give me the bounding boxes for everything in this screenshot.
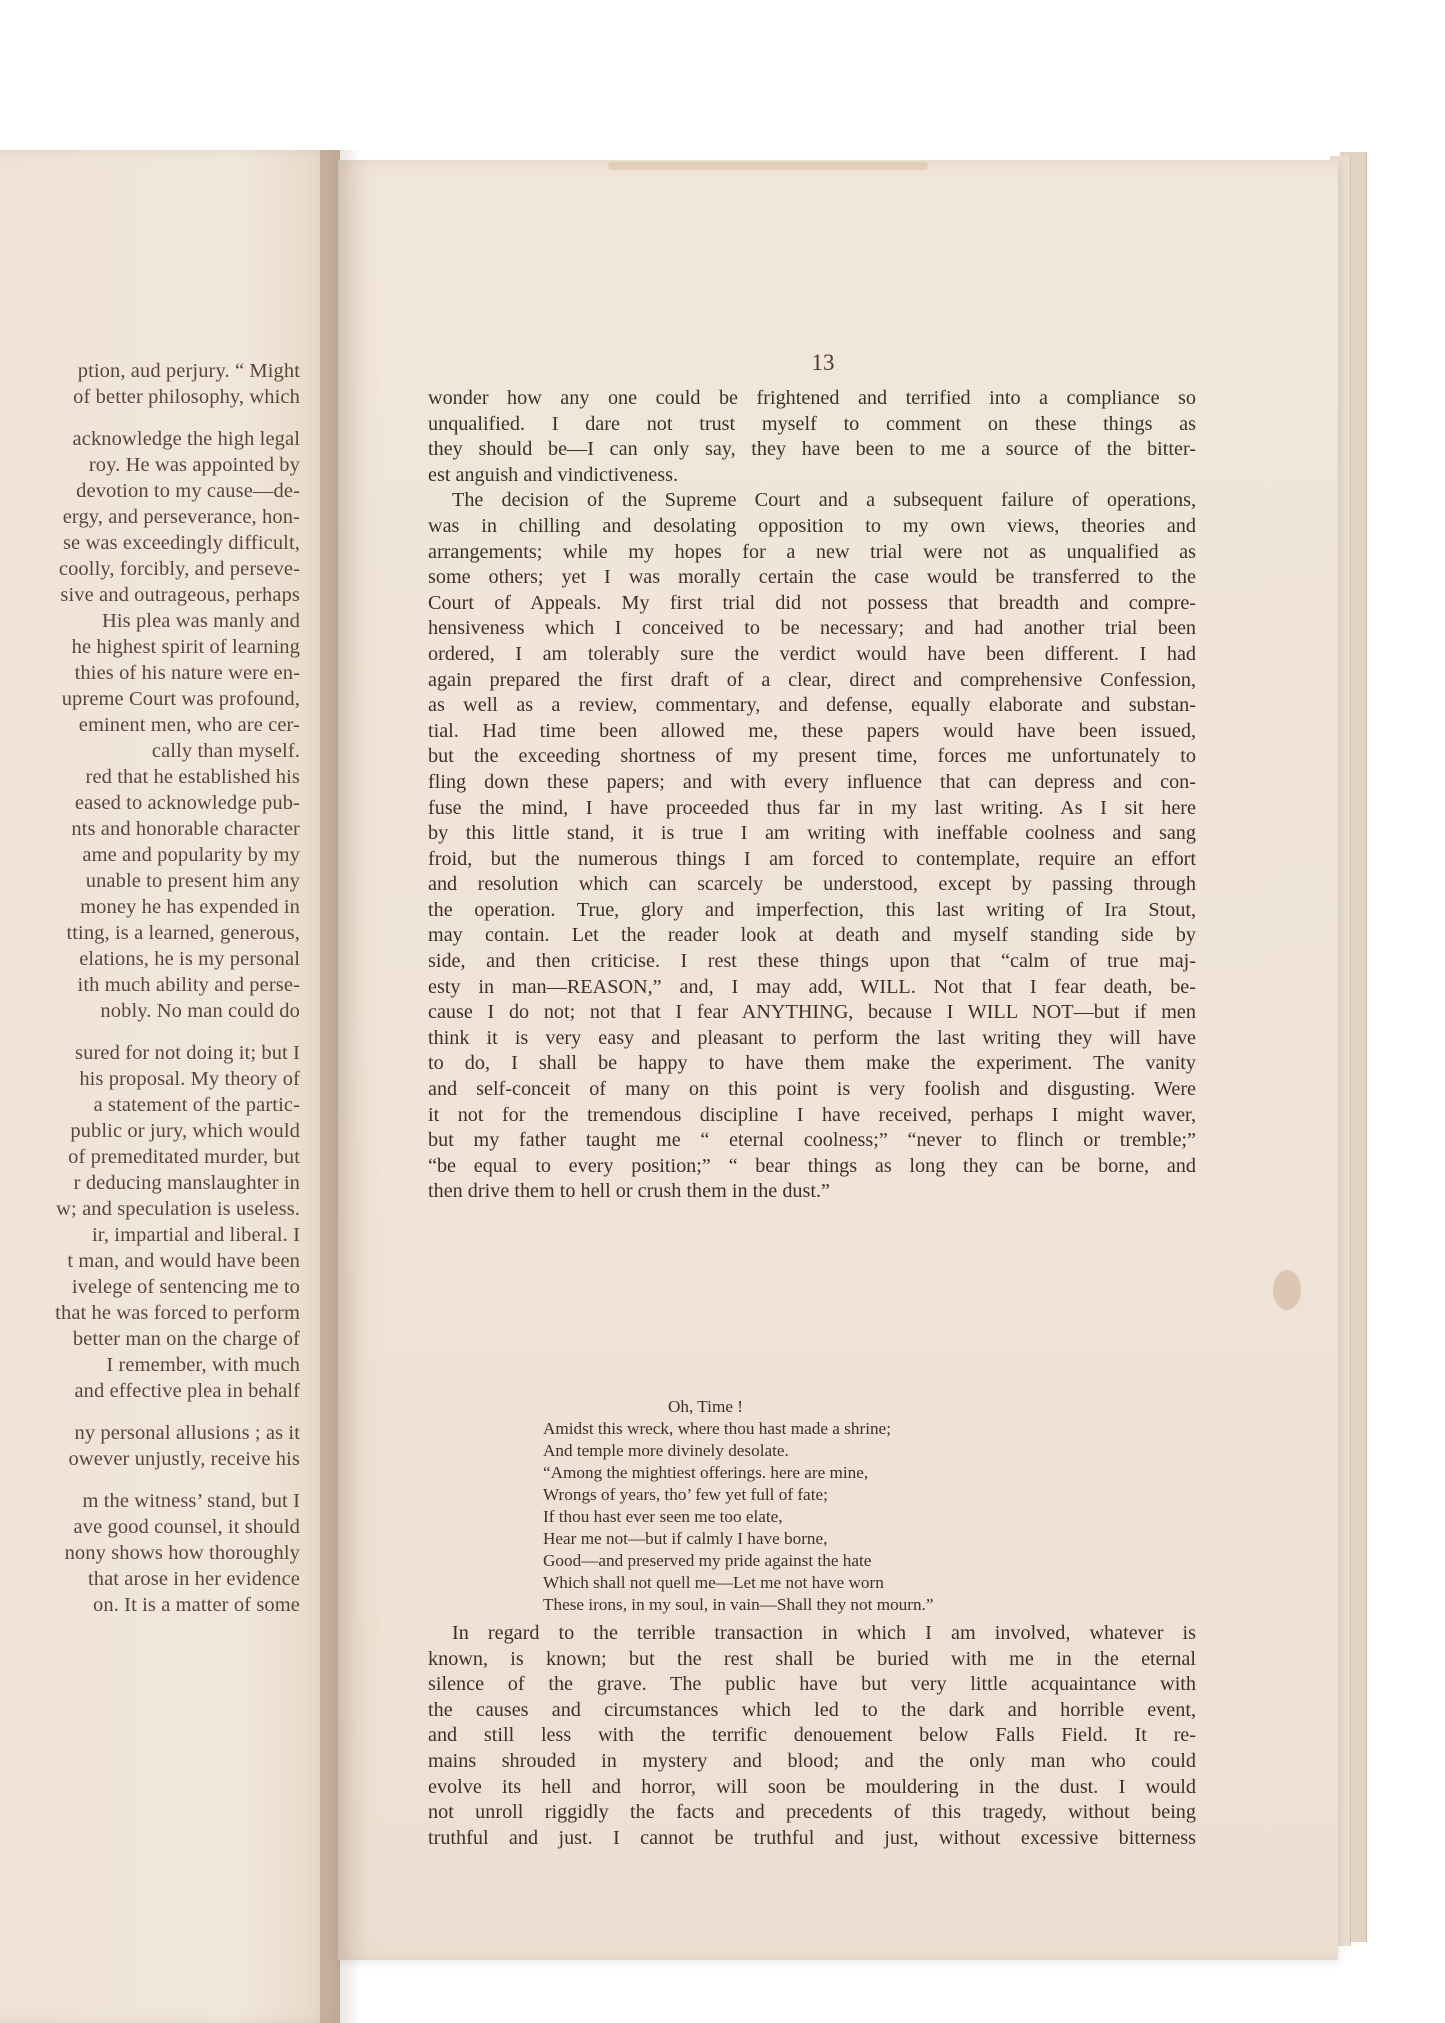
- text-line: elations, he is my personal: [79, 948, 300, 970]
- text-line: nobly. No man could do: [100, 1000, 300, 1022]
- text-line: ivelege of sentencing me to: [71, 1276, 300, 1298]
- text-line: mains shrouded in mystery and blood; and the only man who could: [428, 1749, 1196, 1772]
- text-line: side, and then criticise. I rest these things upon that “calm of true maj-: [428, 950, 1196, 973]
- text-line: ame and popularity by my: [82, 844, 300, 866]
- text-line: r deducing manslaughter in: [73, 1172, 300, 1194]
- text-line: eased to acknowledge pub-: [74, 792, 300, 814]
- text-line: some others; yet I was morally certain the case would be transferred to the: [428, 566, 1196, 589]
- text-line: public or jury, which would: [70, 1120, 300, 1142]
- text-line: but the exceeding shortness of my present time, forces me unfortunately to: [428, 745, 1196, 768]
- text-line: they should be—I can only say, they have been to me a source of the bitter-: [428, 438, 1196, 461]
- text-line: upreme Court was profound,: [61, 688, 300, 710]
- text-line: money he has expended in: [80, 896, 300, 918]
- text-line: ir, impartial and liberal. I: [91, 1224, 300, 1246]
- text-line: nony shows how thoroughly: [64, 1542, 300, 1564]
- text-line: unqualified. I dare not trust myself to comment on these things as: [428, 412, 1196, 435]
- text-line: t man, and would have been: [67, 1250, 300, 1272]
- text-line: froid, but the numerous things I am forced to contemplate, require an effort: [428, 847, 1196, 870]
- text-line: was in chilling and desolating opposition to my own views, theories and: [428, 514, 1196, 537]
- text-line: again prepared the first draft of a clear, direct and comprehensive Confession,: [428, 668, 1196, 691]
- text-line: ordered, I am tolerably sure the verdict would have been different. I had: [428, 642, 1196, 665]
- foxing-stain: [1273, 1270, 1301, 1310]
- text-line: a statement of the partic-: [93, 1094, 300, 1116]
- text-line: sive and outrageous, perhaps: [60, 584, 300, 606]
- text-line: wonder how any one could be frightened and terrified into a compliance so: [428, 387, 1196, 409]
- text-line: sured for not doing it; but I: [75, 1042, 300, 1064]
- text-line: ith much ability and perse-: [77, 974, 300, 996]
- text-line: cause I do not; not that I fear ANYTHING, because I WILL NOT—but if men: [428, 1001, 1196, 1024]
- poem-line: And temple more divinely desolate.: [543, 1441, 789, 1460]
- text-line: cally than myself.: [151, 740, 300, 762]
- poem-line: These irons, in my soul, in vain—Shall they not mourn.”: [543, 1595, 934, 1614]
- text-line: roy. He was appointed by: [88, 454, 300, 476]
- line-gap: [0, 1472, 300, 1488]
- page-number: 13: [811, 350, 835, 375]
- text-line: acknowledge the high legal: [72, 428, 300, 450]
- text-line: m the witness’ stand, but I: [82, 1490, 300, 1512]
- right-page: [338, 160, 1338, 1960]
- line-gap: [0, 1024, 300, 1040]
- text-line: coolly, forcibly, and perseve-: [58, 558, 300, 580]
- poem-line: Wrongs of years, tho’ few yet full of fate;: [543, 1485, 828, 1504]
- text-line: red that he established his: [85, 766, 300, 788]
- text-line: nts and honorable character: [71, 818, 300, 840]
- text-line: w; and speculation is useless.: [56, 1198, 300, 1220]
- text-line: devotion to my cause—de-: [76, 480, 300, 502]
- text-line: I remember, with much: [106, 1354, 300, 1376]
- text-line: and still less with the terrific denouement below Falls Field. It re-: [428, 1724, 1196, 1747]
- text-line: silence of the grave. The public have but very little acquaintance with: [428, 1673, 1196, 1696]
- text-line: Court of Appeals. My first trial did not possess that breadth and compre-: [428, 591, 1196, 614]
- text-line: owever unjustly, receive his: [68, 1448, 300, 1470]
- poem-line: Good—and preserved my pride against the hate: [543, 1551, 872, 1570]
- text-line: but my father taught me “ eternal coolness;” “never to flinch or tremble;”: [428, 1129, 1196, 1152]
- foxing-stain: [608, 162, 928, 170]
- body-paragraph-1: [428, 386, 1196, 1205]
- text-line: as well as a review, commentary, and defense, equally elaborate and substan-: [428, 694, 1196, 717]
- text-line: ption, aud perjury. “ Might: [77, 360, 300, 382]
- text-line: to do, I shall be happy to have them make the experiment. The vanity: [428, 1052, 1196, 1075]
- text-line: ny personal allusions ; as it: [74, 1422, 300, 1444]
- text-line: arrangements; while my hopes for a new trial were not as unqualified as: [428, 540, 1196, 563]
- left-page-text: [0, 358, 300, 1618]
- text-line: fuse the mind, I have proceeded thus far in my last writing. As I sit here: [428, 796, 1196, 819]
- text-line: tting, is a learned, generous,: [66, 922, 300, 944]
- text-line: hensiveness which I conceived to be necessary; and had another trial been: [428, 617, 1196, 640]
- text-line: better man on the charge of: [72, 1328, 300, 1350]
- text-line: evolve its hell and horror, will soon be mouldering in the dust. I would: [428, 1775, 1196, 1798]
- text-line: tial. Had time been allowed me, these papers would have been issued,: [428, 719, 1196, 742]
- poem-line: Amidst this wreck, where thou hast made a shrine;: [543, 1419, 891, 1438]
- poem-quotation: [543, 1396, 1063, 1616]
- text-line: se was exceedingly difficult,: [62, 532, 300, 554]
- text-line: “be equal to every position;” “ bear things as long they can be borne, and: [428, 1154, 1196, 1177]
- body-paragraph-2: [428, 1621, 1196, 1851]
- poem-line: Hear me not—but if calmly I have borne,: [543, 1529, 828, 1548]
- line-gap: [0, 410, 300, 426]
- text-line: In regard to the terrible transaction in which I am involved, whatever is: [452, 1622, 1196, 1644]
- text-line: The decision of the Supreme Court and a subsequent failure of operations,: [452, 489, 1196, 512]
- text-line: that arose in her evidence: [87, 1568, 300, 1590]
- text-line: ave good counsel, it should: [73, 1516, 300, 1538]
- text-line: by this little stand, it is true I am writing with ineffable coolness and sang: [428, 822, 1196, 845]
- poem-line: “Among the mightiest offerings. here are mine,: [543, 1463, 869, 1482]
- text-line: truthful and just. I cannot be truthful and just, without excessive bitterness: [428, 1826, 1196, 1849]
- text-line: that he was forced to perform: [55, 1302, 300, 1324]
- text-line: of better philosophy, which: [73, 386, 300, 408]
- text-line: thies of his nature were en-: [74, 662, 300, 684]
- text-line: then drive them to hell or crush them in the dust.”: [428, 1180, 830, 1203]
- text-line: it not for the tremendous discipline I have received, perhaps I might waver,: [428, 1103, 1196, 1126]
- text-line: the operation. True, glory and imperfection, this last writing of Ira Stout,: [428, 898, 1196, 921]
- text-line: and effective plea in behalf: [74, 1380, 300, 1402]
- text-line: unable to present him any: [85, 870, 300, 892]
- text-line: he highest spirit of learning: [71, 636, 300, 658]
- text-line: not unroll riggidly the facts and precedents of this tragedy, without being: [428, 1801, 1196, 1824]
- text-line: ergy, and perseverance, hon-: [62, 506, 300, 528]
- poem-line: Which shall not quell me—Let me not have worn: [543, 1573, 884, 1592]
- text-line: may contain. Let the reader look at death and myself standing side by: [428, 924, 1196, 947]
- text-line: think it is very easy and pleasant to perform the last writing they will have: [428, 1026, 1196, 1049]
- text-line: and resolution which can scarcely be understood, except by passing through: [428, 873, 1196, 896]
- left-page: [0, 150, 340, 2023]
- line-gap: [0, 1404, 300, 1420]
- text-line: est anguish and vindictiveness.: [428, 463, 679, 486]
- poem-line: Oh, Time !: [668, 1397, 743, 1416]
- text-line: of premeditated murder, but: [68, 1146, 300, 1168]
- text-line: fling down these papers; and with every influence that can depress and con-: [428, 770, 1196, 793]
- text-line: the causes and circumstances which led to the dark and horrible event,: [428, 1698, 1196, 1721]
- text-line: known, is known; but the rest shall be buried with me in the eternal: [428, 1647, 1196, 1670]
- text-line: and self-conceit of many on this point is very foolish and disgusting. Were: [428, 1078, 1196, 1101]
- text-line: eminent men, who are cer-: [78, 714, 300, 736]
- text-line: His plea was manly and: [101, 610, 300, 632]
- text-line: esty in man—REASON,” and, I may add, WILL. Not that I fear death, be-: [428, 975, 1196, 998]
- poem-line: If thou hast ever seen me too elate,: [543, 1507, 783, 1526]
- text-line: on. It is a matter of some: [93, 1594, 300, 1616]
- text-line: his proposal. My theory of: [79, 1068, 300, 1090]
